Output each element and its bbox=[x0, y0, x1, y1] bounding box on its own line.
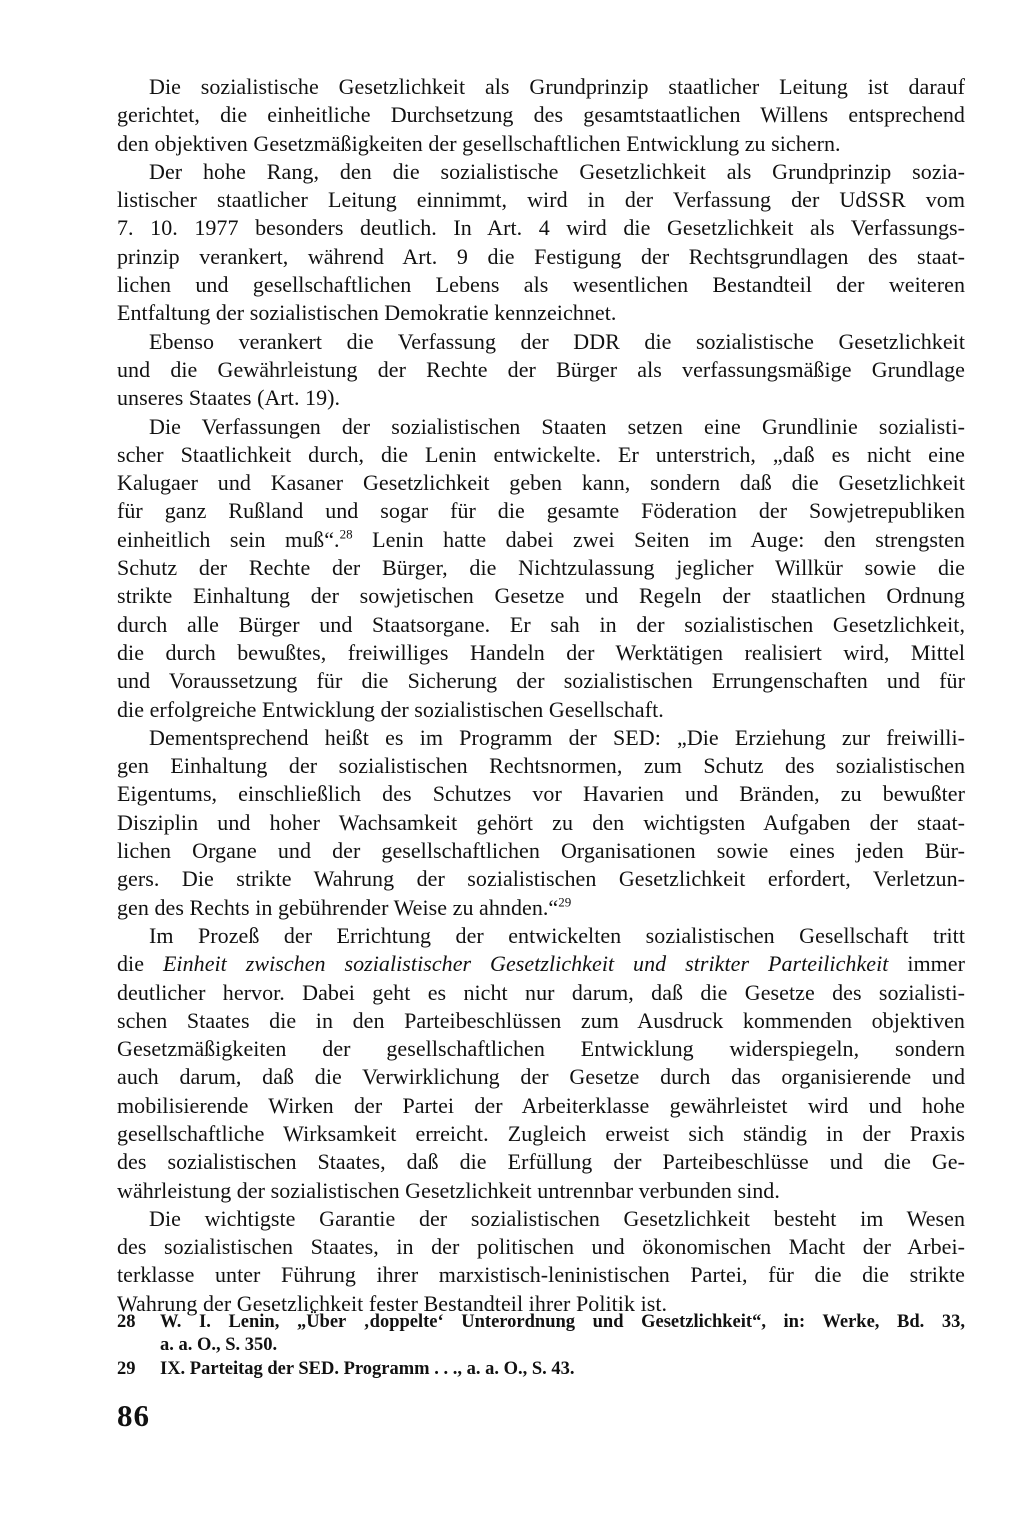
paragraph bbox=[117, 724, 965, 922]
text-line: Disziplin und hoher Wachsamkeit gehört zu den wichtigsten Aufgaben der staat- bbox=[117, 809, 965, 835]
text-line: prinzip verankert, während Art. 9 die Festigung der Rechtsgrundlagen des staat- bbox=[117, 243, 965, 269]
text-line: Der hohe Rang, den die sozialistische Gesetzlichkeit als Grundprinzip sozia- bbox=[149, 158, 965, 184]
text-line: Im Prozeß der Errichtung der entwickelten sozialistischen Gesellschaft tritt bbox=[149, 922, 965, 948]
text-line: und die Gewährleistung der Rechte der Bürger als verfassungsmäßige Grundlage bbox=[117, 356, 965, 382]
text-line: Dementsprechend heißt es im Programm der SED: „Die Erziehung zur freiwilli- bbox=[149, 724, 965, 750]
text-line: des sozialistischen Staates, daß die Erfüllung der Parteibeschlüsse und die Ge- bbox=[117, 1149, 965, 1175]
footnote-number: 29 bbox=[117, 1359, 136, 1379]
footnote-line: W. I. Lenin, „Über ‚doppelte‘ Unterordnung und Gesetzlichkeit“, in: Werke, Bd. 33, bbox=[160, 1312, 965, 1332]
text-line: gesellschaftliche Wirksamkeit erreicht. Zugleich erweist sich ständig in der Praxis bbox=[117, 1120, 965, 1146]
text-line: Ebenso verankert die Verfassung der DDR die sozialistische Gesetzlichkeit bbox=[149, 328, 965, 354]
paragraph bbox=[117, 922, 965, 1205]
text-line: Wahrung der Gesetzlichkeit fester Bestandteil ihrer Politik ist. bbox=[117, 1290, 668, 1316]
footnote-line: IX. Parteitag der SED. Programm . . ., a. a. O., S. 43. bbox=[160, 1359, 575, 1379]
text-line: die erfolgreiche Entwicklung der sozialistischen Gesellschaft. bbox=[117, 696, 664, 722]
text-line: 7. 10. 1977 besonders deutlich. In Art. 4 wird die Gesetzlichkeit als Verfassungs- bbox=[117, 215, 965, 241]
footnote-text bbox=[160, 1311, 965, 1357]
text-line bbox=[117, 894, 965, 922]
page-number: 86 bbox=[117, 1398, 150, 1433]
text-line: terklasse unter Führung ihrer marxistisch-leninistischen Partei, für die die strikte bbox=[117, 1262, 965, 1288]
text-line: für ganz Rußland und sogar für die gesamte Föderation der Sowjetrepubliken bbox=[117, 498, 965, 524]
footnote-ref: 29 bbox=[558, 894, 572, 910]
text-line: gerichtet, die einheitliche Durchsetzung des gesamtstaatlichen Willens entsprechend bbox=[117, 102, 965, 128]
paragraph bbox=[117, 158, 965, 328]
text-line: Entfaltung der sozialistischen Demokratie kennzeichnet. bbox=[117, 300, 617, 326]
text-line: Gesetzmäßigkeiten der gesellschaftlichen Entwicklung widerspiegeln, sondern bbox=[117, 1036, 965, 1062]
footnote-line: a. a. O., S. 350. bbox=[160, 1335, 278, 1355]
text-line: Kalugaer und Kasaner Gesetzlichkeit geben kann, sondern daß die Gesetzlichkeit bbox=[117, 470, 965, 496]
footnote-number: 28 bbox=[117, 1312, 136, 1332]
text-line: auch darum, daß die Verwirklichung der Gesetze durch das organisierende und bbox=[117, 1064, 965, 1090]
text-line: Schutz der Rechte der Bürger, die Nichtzulassung jeglicher Willkür sowie die bbox=[117, 555, 965, 581]
text-line: listischer staatlicher Leitung einnimmt, wird in der Verfassung der UdSSR vom bbox=[117, 187, 965, 213]
text-line bbox=[117, 950, 965, 978]
text-line: unseres Staates (Art. 19). bbox=[117, 385, 341, 411]
paragraph bbox=[117, 328, 965, 413]
text-line: die durch bewußtes, freiwilliges Handeln der Werktätigen realisiert wird, Mittel bbox=[117, 639, 965, 665]
emphasis-text: Einheit zwischen sozialistischer Gesetzlichkeit und strikter Parteilichkeit bbox=[162, 951, 889, 977]
text-line: deutlicher hervor. Dabei geht es nicht nur darum, daß die Gesetze des sozialisti- bbox=[117, 979, 965, 1005]
paragraph bbox=[117, 73, 965, 158]
text-line: strikte Einhaltung der sowjetischen Gesetze und Regeln der staatlichen Ordnung bbox=[117, 583, 965, 609]
text-line: lichen und gesellschaftlichen Lebens als wesentlichen Bestandteil der weiteren bbox=[117, 272, 965, 298]
text-line: des sozialistischen Staates, in der politischen und ökonomischen Macht der Arbei- bbox=[117, 1234, 965, 1260]
text-line: und Voraussetzung für die Sicherung der sozialistischen Errungenschaften und für bbox=[117, 668, 965, 694]
text-line: gers. Die strikte Wahrung der sozialistischen Gesetzlichkeit erfordert, Verletzun- bbox=[117, 866, 965, 892]
text-line: den objektiven Gesetzmäßigkeiten der gesellschaftlichen Entwicklung zu sichern. bbox=[117, 130, 841, 156]
body-text bbox=[117, 73, 965, 1318]
text-line: währleistung der sozialistischen Gesetzlichkeit untrennbar verbunden sind. bbox=[117, 1177, 780, 1203]
text-line: durch alle Bürger und Staatsorgane. Er sah in der sozialistischen Gesetzlichkeit, bbox=[117, 611, 965, 637]
paragraph bbox=[117, 413, 965, 724]
text-line: lichen Organe und der gesellschaftlichen Organisationen sowie eines jeden Bür- bbox=[117, 838, 965, 864]
text-run: gen des Rechts in gebührender Weise zu ahnden.“ bbox=[117, 894, 559, 920]
footnote-text bbox=[160, 1358, 965, 1381]
text-line: Eigentums, einschließlich des Schutzes vor Havarien und Bränden, zu bewußter bbox=[117, 781, 965, 807]
text-line: Die sozialistische Gesetzlichkeit als Grundprinzip staatlicher Leitung ist darauf bbox=[149, 74, 965, 99]
footnote-ref: 28 bbox=[339, 526, 353, 542]
paragraph bbox=[117, 1205, 965, 1318]
text-line: mobilisierende Wirken der Partei der Arbeiterklasse gewährleistet wird und hohe bbox=[117, 1092, 965, 1118]
text-line bbox=[117, 526, 965, 554]
footnote bbox=[117, 1311, 965, 1357]
text-run: immer bbox=[888, 951, 965, 977]
text-line: gen Einhaltung der sozialistischen Rechtsnormen, zum Schutz des sozialistischen bbox=[117, 753, 965, 779]
footnote bbox=[117, 1358, 965, 1381]
text-run: Lenin hatte dabei zwei Seiten im Auge: den strengsten bbox=[352, 526, 965, 552]
text-line: Die Verfassungen der sozialistischen Staaten setzen eine Grundlinie sozialisti- bbox=[149, 413, 965, 439]
text-run: die bbox=[117, 951, 163, 977]
text-run: einheitlich sein muß“. bbox=[117, 526, 340, 552]
text-line: schen Staates die in den Parteibeschlüssen zum Ausdruck kommenden objektiven bbox=[117, 1007, 965, 1033]
text-line: scher Staatlichkeit durch, die Lenin entwickelte. Er unterstrich, „daß es nicht eine bbox=[117, 441, 965, 467]
footnotes bbox=[117, 1311, 965, 1382]
text-line: Die wichtigste Garantie der sozialistischen Gesetzlichkeit besteht im Wesen bbox=[149, 1205, 965, 1231]
